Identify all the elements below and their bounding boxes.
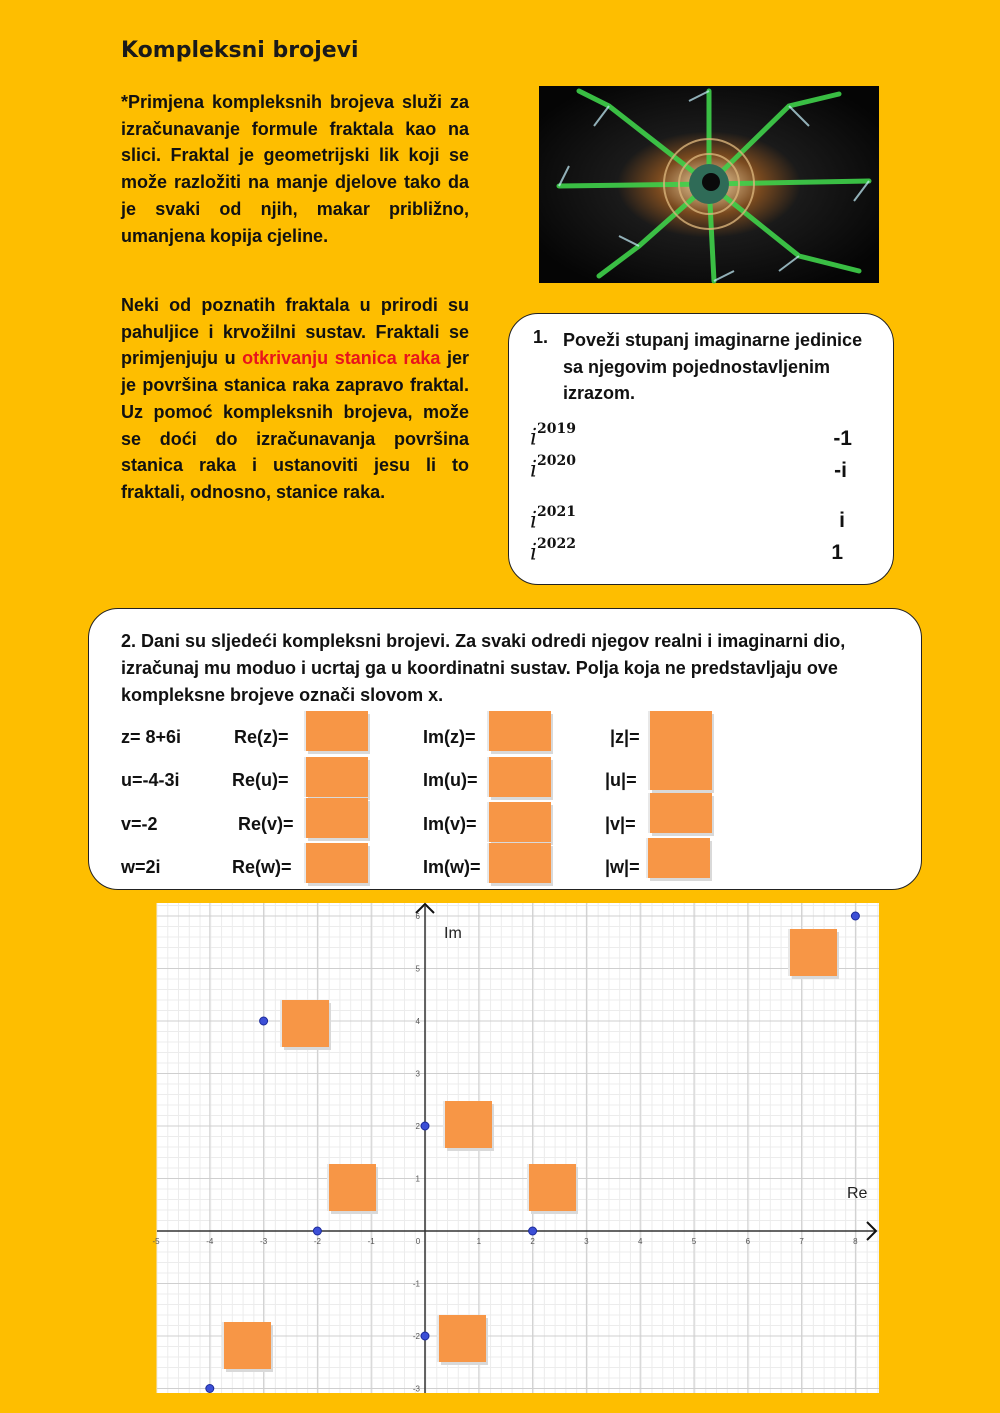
- x-tick-label: 5: [691, 1237, 697, 1246]
- number-v: v=-2: [121, 814, 158, 834]
- mod-u-label: |u|=: [605, 770, 637, 790]
- re-v-label: Re(v)=: [238, 814, 294, 834]
- fractal-drawing: [539, 86, 879, 283]
- number-w: w=2i: [121, 857, 161, 877]
- x-tick-label: -1: [367, 1237, 375, 1246]
- re-z-answer-box[interactable]: [306, 711, 368, 751]
- mod-z-label: |z|=: [610, 727, 640, 747]
- im-z-answer-box[interactable]: [489, 711, 551, 751]
- re-v-answer-box[interactable]: [306, 798, 368, 838]
- intro-paragraph-1: *Primjena kompleksnih brojeva služi za izračunavanje formule fraktala kao na slici. Fraktal je geometrijski lik koji se može razložiti na manje djelove tako da je svaki od njih, makar približno, umanjena kopija cjeline.: [121, 92, 469, 246]
- complex-point: [260, 1017, 268, 1025]
- i-base: i: [530, 540, 538, 566]
- x-tick-label: 1: [476, 1237, 482, 1246]
- x-tick-label: 6: [745, 1237, 751, 1246]
- complex-point: [529, 1227, 537, 1235]
- intro-paragraph-2-end: jer je površina stanica raka zapravo fraktal. Uz pomoć kompleksnih brojeva, može se doći do izračunavanja površina stanica raka i ustanoviti jesu li to fraktali, odnosno, stanice raka.: [121, 348, 469, 502]
- y-tick-label: -3: [412, 1384, 420, 1394]
- page-title: Kompleksni brojevi: [121, 38, 359, 63]
- cancer-detection-highlight: otkrivanju stanica raka: [242, 348, 441, 369]
- intro-paragraph-2: [121, 292, 469, 506]
- im-v-label: Im(v)=: [423, 814, 477, 834]
- x-tick-label: -4: [206, 1237, 214, 1246]
- complex-point: [421, 1332, 429, 1340]
- i-base: i: [530, 508, 538, 534]
- y-tick-label: 4: [415, 1017, 420, 1026]
- number-u: u=-4-3i: [121, 770, 180, 790]
- exponent: 2020: [537, 453, 577, 469]
- i-power-2019[interactable]: [530, 421, 577, 451]
- i-base: i: [530, 425, 538, 451]
- exponent: 2022: [537, 536, 577, 552]
- graph-answer-box-7[interactable]: [439, 1315, 486, 1362]
- y-axis-label: Im: [444, 925, 462, 942]
- task1-number: 1.: [533, 327, 549, 347]
- im-u-label: Im(u)=: [423, 770, 478, 790]
- intro-paragraph-2-start: Neki od poznatih fraktala u prirodi su pahuljice i krvožilni sustav. Fraktali se primjenjuju u: [121, 295, 469, 369]
- i-power-2020[interactable]: [530, 453, 577, 483]
- graph-answer-box-2[interactable]: [790, 929, 837, 976]
- number-z: z= 8+6i: [121, 727, 182, 747]
- x-tick-label: 3: [584, 1237, 589, 1246]
- im-v-answer-box[interactable]: [489, 802, 551, 842]
- im-z-label: Im(z)=: [423, 727, 476, 747]
- value-minus-one[interactable]: -1: [833, 427, 852, 450]
- y-tick-label: 2: [415, 1122, 420, 1131]
- y-tick-label: 6: [415, 912, 420, 921]
- re-z-label: Re(z)=: [234, 727, 289, 747]
- task1-instruction: Poveži stupanj imaginarne jedinice sa njegovim pojednostavljenim izrazom.: [563, 330, 863, 403]
- x-tick-label: -2: [313, 1237, 321, 1246]
- exponent: 2021: [537, 504, 577, 520]
- coordinate-plot: [152, 903, 879, 1394]
- x-tick-label: -3: [260, 1237, 268, 1246]
- task2-instruction: 2. Dani su sljedeći kompleksni brojevi. Za svaki odredi njegov realni i imaginarni dio, izračunaj mu moduo i ucrtaj ga u koordinatni sustav. Polja koja ne predstavljaju ove kompleksne brojeve označi slovom x.: [121, 631, 846, 705]
- x-tick-label: 4: [637, 1237, 643, 1246]
- y-tick-label: -2: [412, 1332, 420, 1341]
- x-tick-label: 0: [415, 1237, 421, 1246]
- x-tick-label: 8: [853, 1237, 858, 1246]
- mod-u-answer-box[interactable]: [650, 750, 712, 790]
- mod-z-answer-box[interactable]: [650, 711, 712, 751]
- graph-answer-box-4[interactable]: [329, 1164, 376, 1211]
- mod-v-label: |v|=: [605, 814, 636, 834]
- x-tick-label: 2: [530, 1237, 535, 1246]
- fractal-image: [539, 86, 879, 283]
- i-power-2021[interactable]: [530, 504, 577, 534]
- complex-point: [421, 1122, 429, 1130]
- coordinate-system: [152, 903, 879, 1394]
- re-u-label: Re(u)=: [232, 770, 289, 790]
- im-w-answer-box[interactable]: [489, 843, 551, 883]
- exponent: 2019: [537, 421, 577, 437]
- im-w-label: Im(w)=: [423, 857, 481, 877]
- re-u-answer-box[interactable]: [306, 757, 368, 797]
- complex-point: [851, 912, 859, 920]
- y-tick-label: 1: [415, 1174, 420, 1184]
- value-i[interactable]: i: [839, 509, 845, 532]
- i-base: i: [530, 457, 538, 483]
- im-u-answer-box[interactable]: [489, 757, 551, 797]
- re-w-label: Re(w)=: [232, 857, 292, 877]
- graph-answer-box-1[interactable]: [282, 1000, 329, 1047]
- mod-v-answer-box[interactable]: [650, 793, 712, 833]
- complex-point: [206, 1385, 214, 1393]
- y-tick-label: 5: [415, 964, 420, 974]
- x-tick-label: 7: [799, 1237, 804, 1246]
- value-minus-i[interactable]: -i: [834, 459, 847, 482]
- re-w-answer-box[interactable]: [306, 843, 368, 883]
- complex-point: [313, 1227, 321, 1235]
- graph-answer-box-6[interactable]: [224, 1322, 271, 1369]
- graph-answer-box-3[interactable]: [445, 1101, 492, 1148]
- x-axis-label: Re: [847, 1185, 868, 1202]
- mod-w-label: |w|=: [605, 857, 640, 877]
- y-tick-label: 3: [415, 1069, 420, 1079]
- graph-answer-box-5[interactable]: [529, 1164, 576, 1211]
- y-tick-label: -1: [412, 1279, 420, 1289]
- x-tick-label: -5: [152, 1237, 160, 1246]
- value-one[interactable]: 1: [831, 541, 843, 564]
- mod-w-answer-box[interactable]: [648, 838, 710, 878]
- i-power-2022[interactable]: [530, 536, 577, 566]
